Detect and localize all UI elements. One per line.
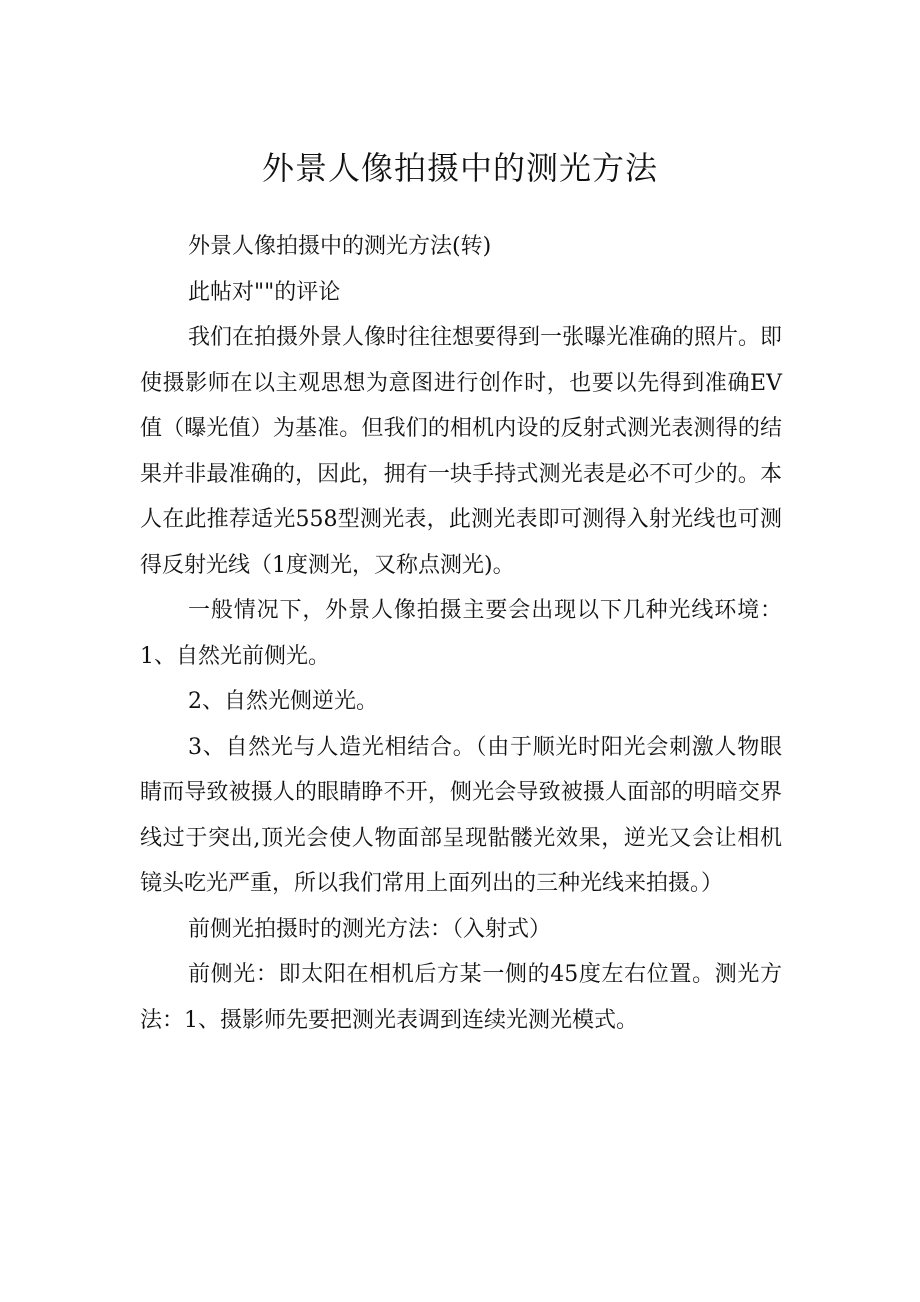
paragraph-mixed-light: 3、自然光与人造光相结合。（由于顺光时阳光会刺激人物眼睛而导致被摄人的眼睛睁不开，侧光会导致被摄人面部的明暗交界线过于突出,顶光会使人物面部呈现骷髅光效果，逆光又会让相机镜头吃光严重，所以我们常用上面列出的三种光线来拍摄。） (140, 734, 782, 896)
document-body (140, 224, 782, 1043)
paragraph-subtitle: 外景人像拍摄中的测光方法(转) (188, 234, 492, 259)
paragraph-light-conditions: 一般情况下，外景人像拍摄主要会出现以下几种光线环境：1、自然光前侧光。 (140, 598, 782, 669)
paragraph-side-backlight: 2、自然光侧逆光。 (188, 689, 378, 714)
paragraph-comment-note: 此帖对""的评论 (188, 279, 341, 305)
paragraph-front-side-method: 前侧光：即太阳在相机后方某一侧的45度左右位置。测光方法：1、摄影师先要把测光表调到连续光测光模式。 (140, 962, 782, 1033)
paragraph-intro: 我们在拍摄外景人像时往往想要得到一张曝光准确的照片。即使摄影师在以主观思想为意图进行创作时，也要以先得到准确EV值（曝光值）为基准。但我们的相机内设的反射式测光表测得的结果并非最准确的，因此，拥有一块手持式测光表是必不可少的。本人在此推荐适光558型测光表，此测光表即可测得入射光线也可测得反射光线（1度测光，又称点测光)。 (140, 325, 783, 578)
paragraph-front-side-heading: 前侧光拍摄时的测光方法：（入射式） (188, 916, 552, 942)
document-title: 外景人像拍摄中的测光方法 (261, 149, 658, 187)
